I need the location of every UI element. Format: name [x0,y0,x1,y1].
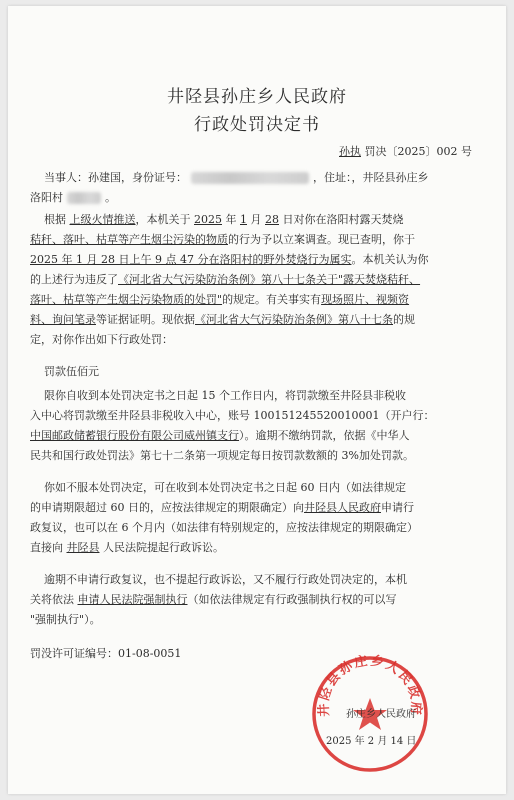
enforce-line-2: 关将依法 申请人民法院强制执行（如依法律规定有行政强制执行权的可以写 [30,593,397,606]
appeal-line-4: 直接向 井陉县 人民法院提起行政诉讼。 [30,541,224,554]
party-line-2: 洛阳村 。 [30,191,116,204]
payment-line-3: 中国邮政储蓄银行股份有限公司威州镇支行）。逾期不缴纳罚款，依据《中华人 [30,429,410,442]
document-number-rest: 罚决〔2025〕002 号 [364,145,472,158]
redacted-address [67,192,101,204]
appeal-line-2: 的申请期限超过 60 日的，应按法律规定的期限确定）向井陉县人民政府申请行 [30,501,414,514]
facts-line-6: 料、询问笔录等证据证明。现依据《河北省大气污染防治条例》第八十七条的规 [30,313,415,326]
document-title-org: 井陉县孙庄乡人民政府 [167,87,347,107]
svg-text:井陉县孙庄乡人民政府: 井陉县孙庄乡人民政府 [316,654,424,717]
issue-date: 2025 年 2 月 14 日 [326,736,417,747]
document-number-prefix: 孙执 [339,145,361,158]
penalty-license-number: 罚没许可证编号：01-08-0051 [30,647,182,660]
facts-line-2: 秸秆、落叶、枯草等产生烟尘污染的物质的行为予以立案调查。现已查明，你于 [30,233,415,246]
issuing-authority: 孙庄乡人民政府 [346,709,416,720]
enforce-line-3: "强制执行"）。 [30,613,101,626]
document-title: 行政处罚决定书 [194,115,320,135]
facts-line-1: 根据 上级火情推送，本机关于 2025 年 1 月 28 日对你在洛阳村露天焚烧 [44,213,404,226]
enforce-line-1: 逾期不申请行政复议，也不提起行政诉讼，又不履行行政处罚决定的，本机 [44,573,407,586]
facts-line-3: 2025 年 1 月 28 日上午 9 点 47 分在洛阳村的野外焚烧行为属实。本机关认为你 [30,253,429,266]
payment-line-2: 入中心将罚款缴至井陉县非税收入中心，账号 100151245520010001（开户行： [30,409,435,422]
document-number [339,143,472,159]
party-line-1: 当事人：孙建国，身份证号： ，住址：，井陉县孙庄乡 [44,171,429,184]
penalty-amount: 罚款伍佰元 [44,365,99,378]
payment-line-1: 限你自收到本处罚决定书之日起 15 个工作日内，将罚款缴至井陉县非税收 [44,389,406,402]
facts-line-7: 定，对你作出如下行政处罚： [30,333,173,346]
facts-line-5: 落叶、枯草等产生烟尘污染物质的处罚"的规定。有关事实有现场照片、视频资 [30,293,410,306]
appeal-line-3: 政复议，也可以在 6 个月内（如法律有特别规定的，应按法律规定的期限确定） [30,521,418,534]
document-page [8,6,506,794]
facts-line-4: 的上述行为违反了《河北省大气污染防治条例》第八十七条关于"露天焚烧秸秆、 [30,273,421,286]
payment-line-4: 民共和国行政处罚法》第七十二条第一项规定每日按罚款数额的 3%加处罚款。 [30,449,414,462]
appeal-line-1: 你如不服本处罚决定，可在收到本处罚决定书之日起 60 日内（如法律规定 [44,481,406,494]
redacted-id-number [191,172,309,184]
